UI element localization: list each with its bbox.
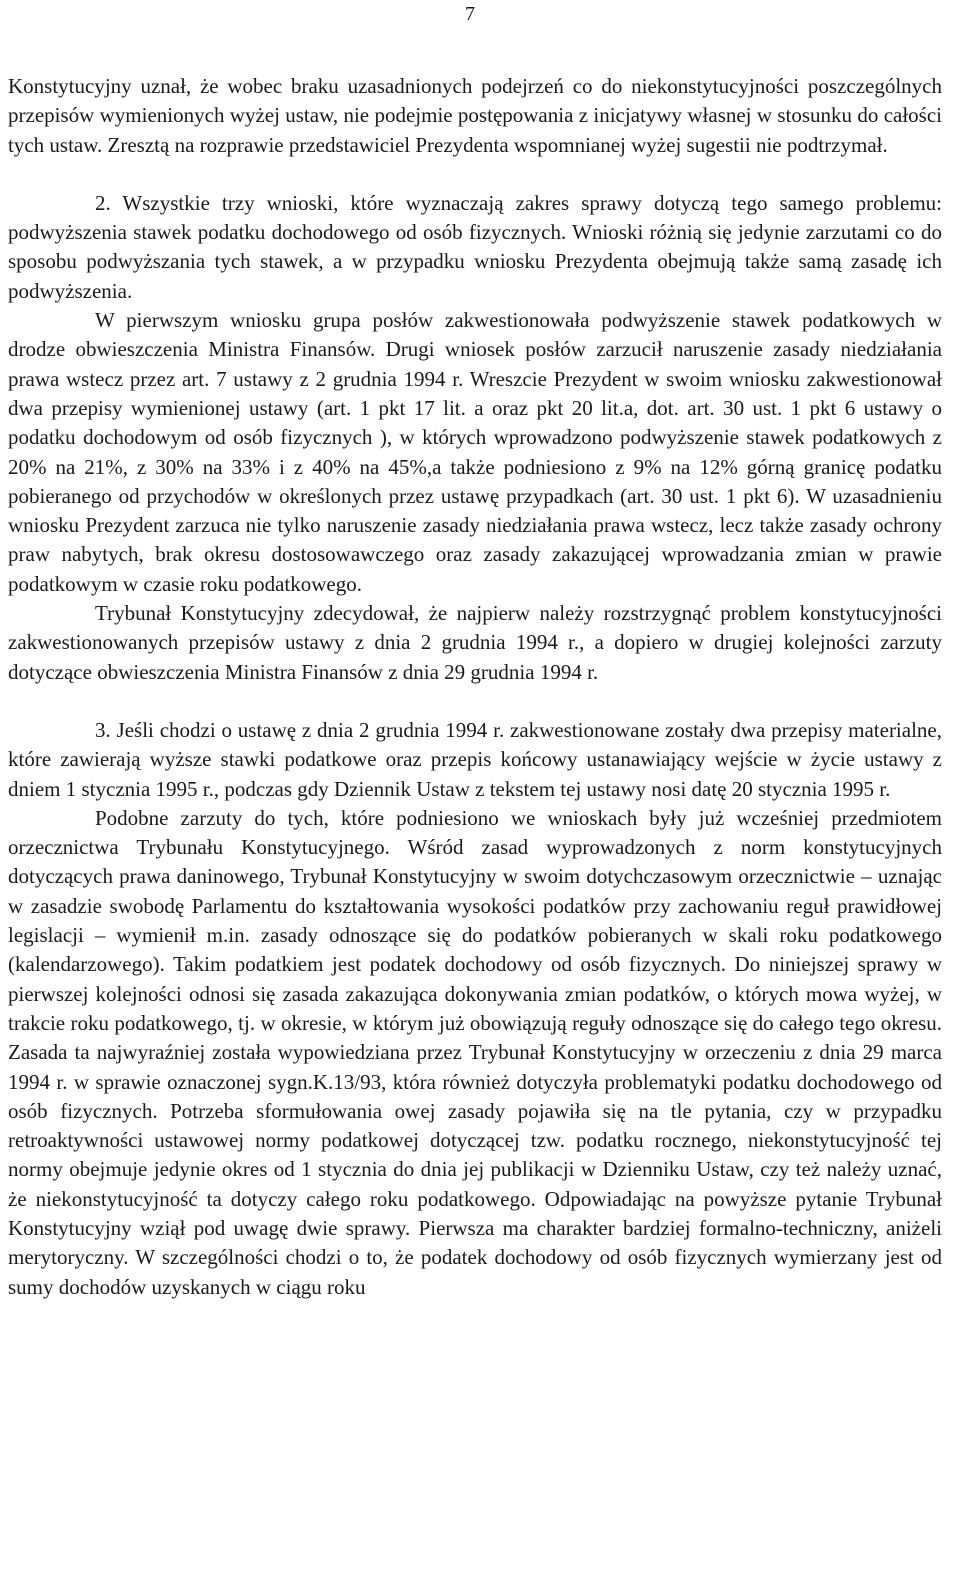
paragraph-motions: W pierwszym wniosku grupa posłów zakwestionowała podwyższenie stawek podatkowych w drodze obwieszczenia Ministra Finansów. Drugi wniosek posłów zarzucił naruszenie zasady niedziałania prawa wstecz przez art. 7 ustawy z 2 grudnia 1994 r. Wreszcie Prezydent w swoim wniosku zakwestionował dwa przepisy wymienionej ustawy (art. 1 pkt 17 lit. a oraz pkt 20 lit.a, dot. art. 30 ust. 1 pkt 6 ustawy o podatku dochodowym od osób fizycznych ), w których wprowadzono podwyższenie stawek podatkowych z 20% na 21%, z 30% na 33% i z 40% na 45%,a także podniesiono z 9% na 12% górną granicę podatku pobieranego od przychodów w określonych przez ustawę przypadkach (art. 30 ust. 1 pkt 6). W uzasadnieniu wniosku Prezydent zarzuca nie tylko naruszenie zasady niedziałania prawa wstecz, lecz także zasady ochrony praw nabytych, brak okresu dostosowawczego oraz zasady zakazującej wprowadzania zmian w prawie podatkowym w czasie roku podatkowego.: [8, 308, 942, 596]
paragraph-section-3: 3. Jeśli chodzi o ustawę z dnia 2 grudnia 1994 r. zakwestionowane zostały dwa przepisy materialne, które zawierają wyższe stawki podatkowe oraz przepis końcowy ustanawiający wejście w życie ustawy z dniem 1 stycznia 1995 r., podczas gdy Dziennik Ustaw z tekstem tej ustawy nosi datę 20 stycznia 1995 r.: [8, 717, 942, 801]
paragraph-jurisprudence: Podobne zarzuty do tych, które podniesiono we wnioskach były już wcześniej przedmiotem orzecznictwa Trybunału Konstytucyjnego. Wśród zasad wyprowadzonych z norm konstytucyjnych dotyczących prawa daninowego, Trybunał Konstytucyjny w swoim dotychczasowym orzecznictwie – uznając w zasadzie swobodę Parlamentu do kształtowania wysokości podatków przy zachowaniu reguł prawidłowej legislacji – wymienił m.in. zasady odnoszące się do podatków pobieranych w skali roku podatkowego (kalendarzowego). Takim podatkiem jest podatek dochodowy od osób fizycznych. Do niniejszej sprawy w pierwszej kolejności odnosi się zasada zakazująca dokonywania zmian podatków, o których mowa wyżej, w trakcie roku podatkowego, tj. w okresie, w którym już obowiązują reguły odnoszące się do całego tego okresu. Zasada ta najwyraźniej została wypowiedziana przez Trybunał Konstytucyjny w orzeczeniu z dnia 29 marca 1994 r. w sprawie oznaczonej sygn.K.13/93, która również dotyczyła problematyki podatku dochodowego od osób fizycznych. Potrzeba sformułowania owej zasady pojawiła się na tle pytania, czy w przypadku retroaktywności ustawowej normy podatkowej dotyczącej tzw. podatku rocznego, niekonstytucyjność tej normy obejmuje jedynie okres od 1 stycznia do dnia jej publikacji w Dzienniku Ustaw, czy też należy uznać, że niekonstytucyjność ta dotyczy całego roku podatkowego. Odpowiadając na powyższe pytanie Trybunał Konstytucyjny wziął pod uwagę dwie sprawy. Pierwsza ma charakter bardziej formalno-techniczny, aniżeli merytoryczny. W szczególności chodzi o to, że podatek dochodowy od osób fizycznych wymierzany jest od sumy dochodów uzyskanych w ciągu roku: [8, 805, 942, 1299]
paragraph-section-2: 2. Wszystkie trzy wnioski, które wyznaczają zakres sprawy dotyczą tego samego problemu: podwyższenia stawek podatku dochodowego od osób fizycznych. Wnioski różnią się jedynie zarzutami co do sposobu podwyższania tych stawek, a w przypadku wniosku Prezydenta obejmują także samą zasadę ich podwyższenia.: [8, 190, 942, 303]
paragraph-continuation: Konstytucyjny uznał, że wobec braku uzasadnionych podejrzeń co do niekonstytucyjności poszczególnych przepisów wymienionych wyżej ustaw, nie podejmie postępowania z inicjatywy własnej w stosunku do całości tych ustaw. Zresztą na rozprawie przedstawiciel Prezydenta wspomnianej wyżej sugestii nie podtrzymał.: [8, 74, 942, 157]
page-number: 7: [465, 3, 475, 25]
document-body: [8, 72, 942, 1302]
paragraph-tribunal-decision: Trybunał Konstytucyjny zdecydował, że najpierw należy rozstrzygnąć problem konstytucyjności zakwestionowanych przepisów ustawy z dnia 2 grudnia 1994 r., a dopiero w drugiej kolejności zarzuty dotyczące obwieszczenia Ministra Finansów z dnia 29 grudnia 1994 r.: [8, 601, 942, 684]
